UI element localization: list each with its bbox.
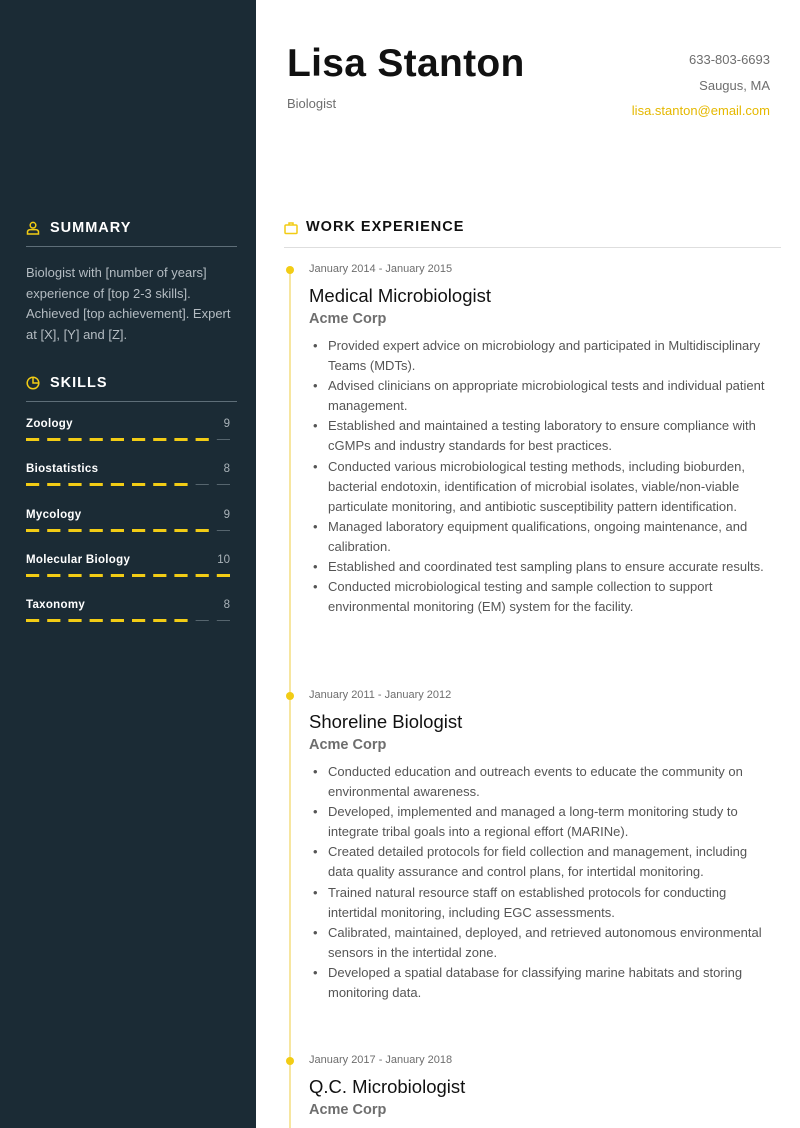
skill-bar-segment-filled (132, 529, 145, 532)
skill-bar (26, 619, 230, 622)
skill-bar-segment-filled (47, 438, 60, 441)
job-bullet: • Trained natural resource staff on established protocols for conducting intertidal monitoring, including EGC assessments. (309, 883, 774, 923)
job-bullet: • Established and coordinated test sampling plans to ensure accurate results. (309, 557, 774, 577)
skill-bar-segment-filled (26, 483, 39, 486)
skill-bar-segment-filled (174, 574, 187, 577)
skill-bar-segment-filled (68, 529, 81, 532)
skill-bar-segment-filled (68, 574, 81, 577)
job-bullet: • Conducted education and outreach events to educate the community on environmental awareness. (309, 762, 774, 802)
skill-level: 9 (223, 418, 230, 430)
job-bullet: • Developed, implemented and managed a long-term monitoring study to integrate tribal goals into a regional effort (MARINe). (309, 802, 774, 842)
skill-item (26, 418, 230, 448)
job-bullet: • Conducted microbiological testing and sample collection to support environmental monitoring (EM) system for the facility. (309, 577, 774, 617)
skill-bar-segment-filled (111, 529, 124, 532)
skill-bar (26, 574, 230, 577)
skill-bar-segment-filled (153, 619, 166, 622)
skill-bar-segment-filled (132, 483, 145, 486)
skill-bar-segment-filled (196, 529, 209, 532)
skill-level: 8 (223, 463, 230, 475)
job-bullet: • Provided expert advice on microbiology and participated in Multidisciplinary Teams (MDTs). (309, 336, 774, 376)
skill-bar-segment-filled (196, 574, 209, 577)
job-dates: January 2011 - January 2012 (309, 689, 452, 701)
skill-bar-segment-filled (111, 619, 124, 622)
briefcase-icon (284, 221, 298, 235)
job-company: Acme Corp (309, 311, 387, 327)
skills-title: SKILLS (50, 375, 108, 391)
skill-bar (26, 438, 230, 441)
skill-bar-segment-filled (153, 529, 166, 532)
skill-name: Biostatistics (26, 463, 99, 475)
job-bullet: • Established and maintained a testing laboratory to ensure compliance with cGMPs and industry standards for best practices. (309, 416, 774, 456)
skill-name: Molecular Biology (26, 554, 131, 566)
person-icon (26, 221, 40, 235)
skill-bar-segment-filled (26, 574, 39, 577)
skill-bar-segment-filled (111, 483, 124, 486)
skill-bar-segment-filled (90, 529, 103, 532)
skill-item (26, 554, 230, 584)
skill-bar-segment-empty (196, 620, 209, 621)
skill-bar-segment-filled (26, 529, 39, 532)
work-experience-heading (284, 219, 781, 248)
job-title: Q.C. Microbiologist (309, 1076, 466, 1097)
job-bullet: • Advised clinicians on appropriate microbiological tests and individual patient management. (309, 376, 774, 416)
skill-item (26, 509, 230, 539)
skill-name: Taxonomy (26, 599, 86, 611)
skill-bar-segment-empty (217, 439, 230, 440)
skill-level: 10 (217, 554, 230, 566)
job-bullet: • Calibrated, maintained, deployed, and retrieved autonomous environmental sensors in the intertidal zone. (309, 923, 774, 963)
skill-bar-segment-empty (196, 484, 209, 485)
job-dates: January 2014 - January 2015 (309, 263, 453, 275)
job-company: Acme Corp (309, 1102, 387, 1118)
job-entry (309, 263, 774, 617)
skill-bar-segment-filled (47, 529, 60, 532)
skill-level: 8 (223, 599, 230, 611)
phone: 633-803-6693 (689, 52, 770, 67)
job-company: Acme Corp (309, 737, 387, 753)
skill-name: Zoology (26, 418, 73, 430)
skill-bar-segment-filled (68, 619, 81, 622)
summary-heading (26, 221, 237, 247)
skill-bar-segment-filled (26, 438, 39, 441)
job-bullets (309, 762, 774, 1003)
timeline-dot (286, 692, 294, 700)
work-experience-title: WORK EXPERIENCE (306, 219, 465, 235)
job-entry (309, 1054, 774, 1124)
job-bullet: • Conducted various microbiological testing methods, including bioburden, bacterial endotoxin, identification of microbial isolates, viable/non-viable particulate monitoring, and antibiotic susceptibility pattern identification. (309, 457, 774, 517)
skill-bar-segment-filled (47, 574, 60, 577)
timeline-dot (286, 1057, 294, 1065)
skill-bar-segment-filled (132, 574, 145, 577)
skill-bar-segment-filled (153, 483, 166, 486)
skill-bar-segment-filled (90, 619, 103, 622)
skill-item (26, 463, 230, 493)
skill-bar-segment-filled (47, 483, 60, 486)
skill-bar-segment-filled (90, 574, 103, 577)
skill-name: Mycology (26, 509, 82, 521)
skills-heading (26, 376, 237, 402)
skill-bar-segment-filled (153, 574, 166, 577)
skill-bar-segment-filled (174, 529, 187, 532)
skill-bar-segment-filled (174, 438, 187, 441)
skill-item (26, 599, 230, 629)
skill-bar-segment-filled (68, 438, 81, 441)
candidate-role: Biologist (287, 96, 337, 111)
skill-bar-segment-filled (132, 619, 145, 622)
job-dates: January 2017 - January 2018 (309, 1054, 453, 1066)
skill-bar-segment-filled (196, 438, 209, 441)
job-bullet: • Created detailed protocols for field collection and management, including data quality assurance and control plans, for intertidal monitoring. (309, 842, 774, 882)
job-entry (309, 689, 774, 1003)
skill-bar-segment-filled (90, 438, 103, 441)
job-bullet: • Managed laboratory equipment qualifications, ongoing maintenance, and calibration. (309, 517, 774, 557)
email-link[interactable]: lisa.stanton@email.com (631, 103, 770, 118)
skill-bar-segment-filled (174, 483, 187, 486)
skill-bar-segment-filled (68, 483, 81, 486)
skill-level: 9 (223, 509, 230, 521)
job-bullet: • Developed a spatial database for classifying marine habitats and storing monitoring data. (309, 963, 774, 1003)
skill-bar-segment-empty (217, 530, 230, 531)
job-title: Shoreline Biologist (309, 711, 463, 732)
skill-bar (26, 529, 230, 532)
sidebar (0, 0, 256, 1128)
skill-bar-segment-filled (47, 619, 60, 622)
pie-chart-icon (26, 376, 40, 390)
skill-bar-segment-filled (90, 483, 103, 486)
skill-bar-segment-filled (111, 574, 124, 577)
skill-bar-segment-empty (217, 484, 230, 485)
skill-bar-segment-filled (26, 619, 39, 622)
skill-bar-segment-filled (174, 619, 187, 622)
skill-bar-segment-empty (217, 620, 230, 621)
timeline-dot (286, 266, 294, 274)
candidate-name: Lisa Stanton (287, 42, 525, 85)
location: Saugus, MA (699, 78, 770, 93)
job-title: Medical Microbiologist (309, 285, 491, 306)
summary-text: Biologist with [number of years] experience of [top 2-3 skills]. Achieved [top achievement]. Expert at [X], [Y] and [Z]. (26, 265, 231, 342)
job-bullets (309, 336, 774, 617)
summary-title: SUMMARY (50, 220, 132, 236)
skill-bar-segment-filled (217, 574, 230, 577)
skill-bar-segment-filled (111, 438, 124, 441)
skill-bar-segment-filled (153, 438, 166, 441)
skill-bar-segment-filled (132, 438, 145, 441)
skill-bar (26, 483, 230, 486)
